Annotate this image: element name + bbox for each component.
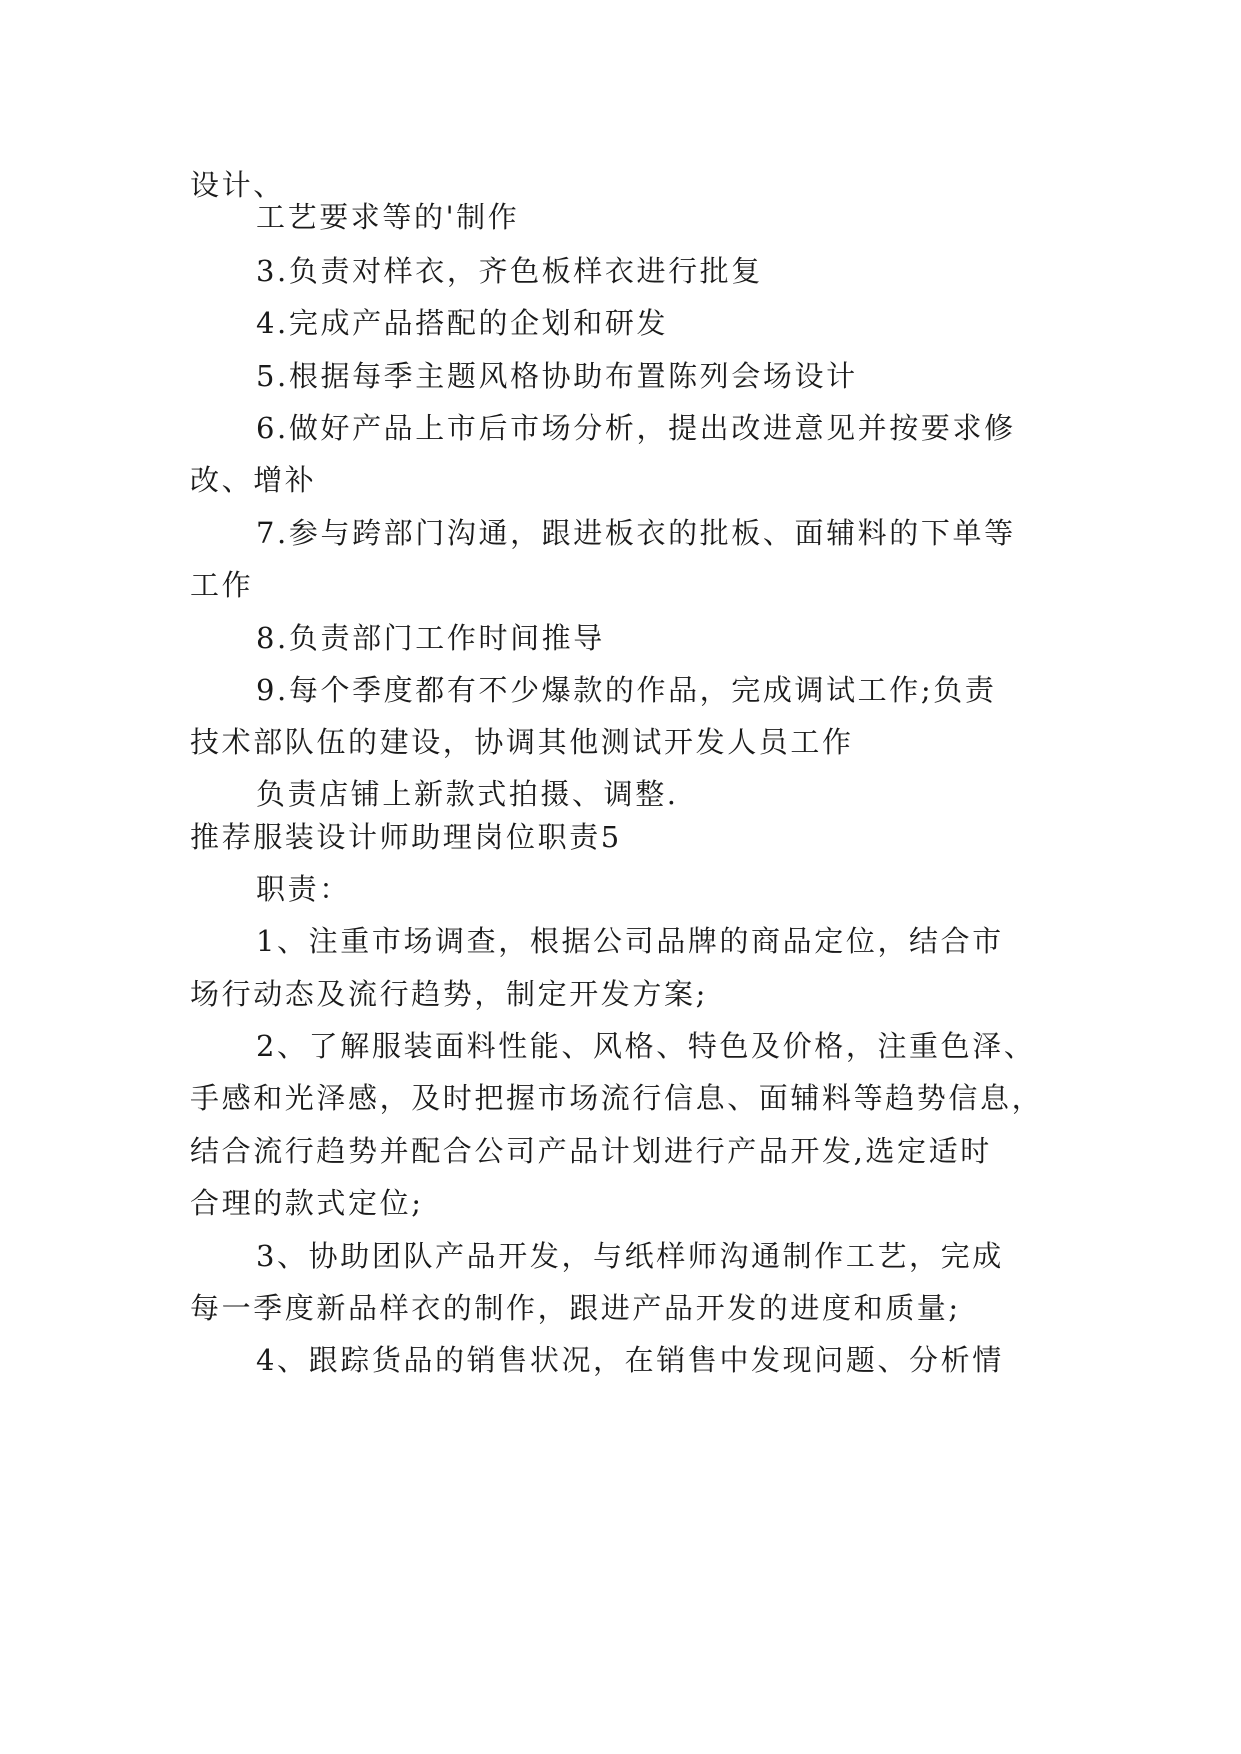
text-line: 1、注重市场调查，根据公司品牌的商品定位，结合市 — [256, 924, 1004, 958]
text-line: 改、增补 — [190, 463, 317, 497]
text-line: 场行动态及流行趋势，制定开发方案; — [190, 977, 708, 1011]
text-line: 设计、 — [190, 168, 285, 202]
text-line: 结合流行趋势并配合公司产品计划进行产品开发,选定适时 — [190, 1134, 992, 1168]
text-line: 工作 — [190, 568, 254, 602]
text-line: 职责： — [256, 872, 351, 906]
text-line: 3.负责对样衣，齐色板样衣进行批复 — [256, 254, 763, 288]
text-line: 每一季度新品样衣的制作，跟进产品开发的进度和质量; — [190, 1291, 961, 1325]
text-line: 负责店铺上新款式拍摄、调整. — [256, 777, 679, 811]
text-line: 6.做好产品上市后市场分析，提出改进意见并按要求修 — [256, 411, 1016, 445]
text-line: 9.每个季度都有不少爆款的作品，完成调试工作;负责 — [256, 673, 997, 707]
text-line: 技术部队伍的建设，协调其他测试开发人员工作 — [190, 725, 854, 759]
text-line: 2、了解服装面料性能、风格、特色及价格，注重色泽、 — [256, 1029, 1036, 1063]
text-line: 合理的款式定位; — [190, 1186, 424, 1220]
text-line: 8.负责部门工作时间推导 — [256, 621, 605, 655]
text-line: 3、协助团队产品开发，与纸样师沟通制作工艺，完成 — [256, 1239, 1004, 1273]
text-line: 7.参与跨部门沟通，跟进板衣的批板、面辅料的下单等 — [256, 516, 1016, 550]
text-line: 手感和光泽感，及时把握市场流行信息、面辅料等趋势信息， — [190, 1081, 1044, 1115]
text-line: 4、跟踪货品的销售状况，在销售中发现问题、分析情 — [256, 1343, 1004, 1377]
text-line: 5.根据每季主题风格协助布置陈列会场设计 — [256, 359, 858, 393]
section-heading: 推荐服装设计师助理岗位职责5 — [190, 820, 622, 854]
text-line: 4.完成产品搭配的企划和研发 — [256, 306, 669, 340]
text-line: 工艺要求等的'制作 — [256, 200, 520, 234]
